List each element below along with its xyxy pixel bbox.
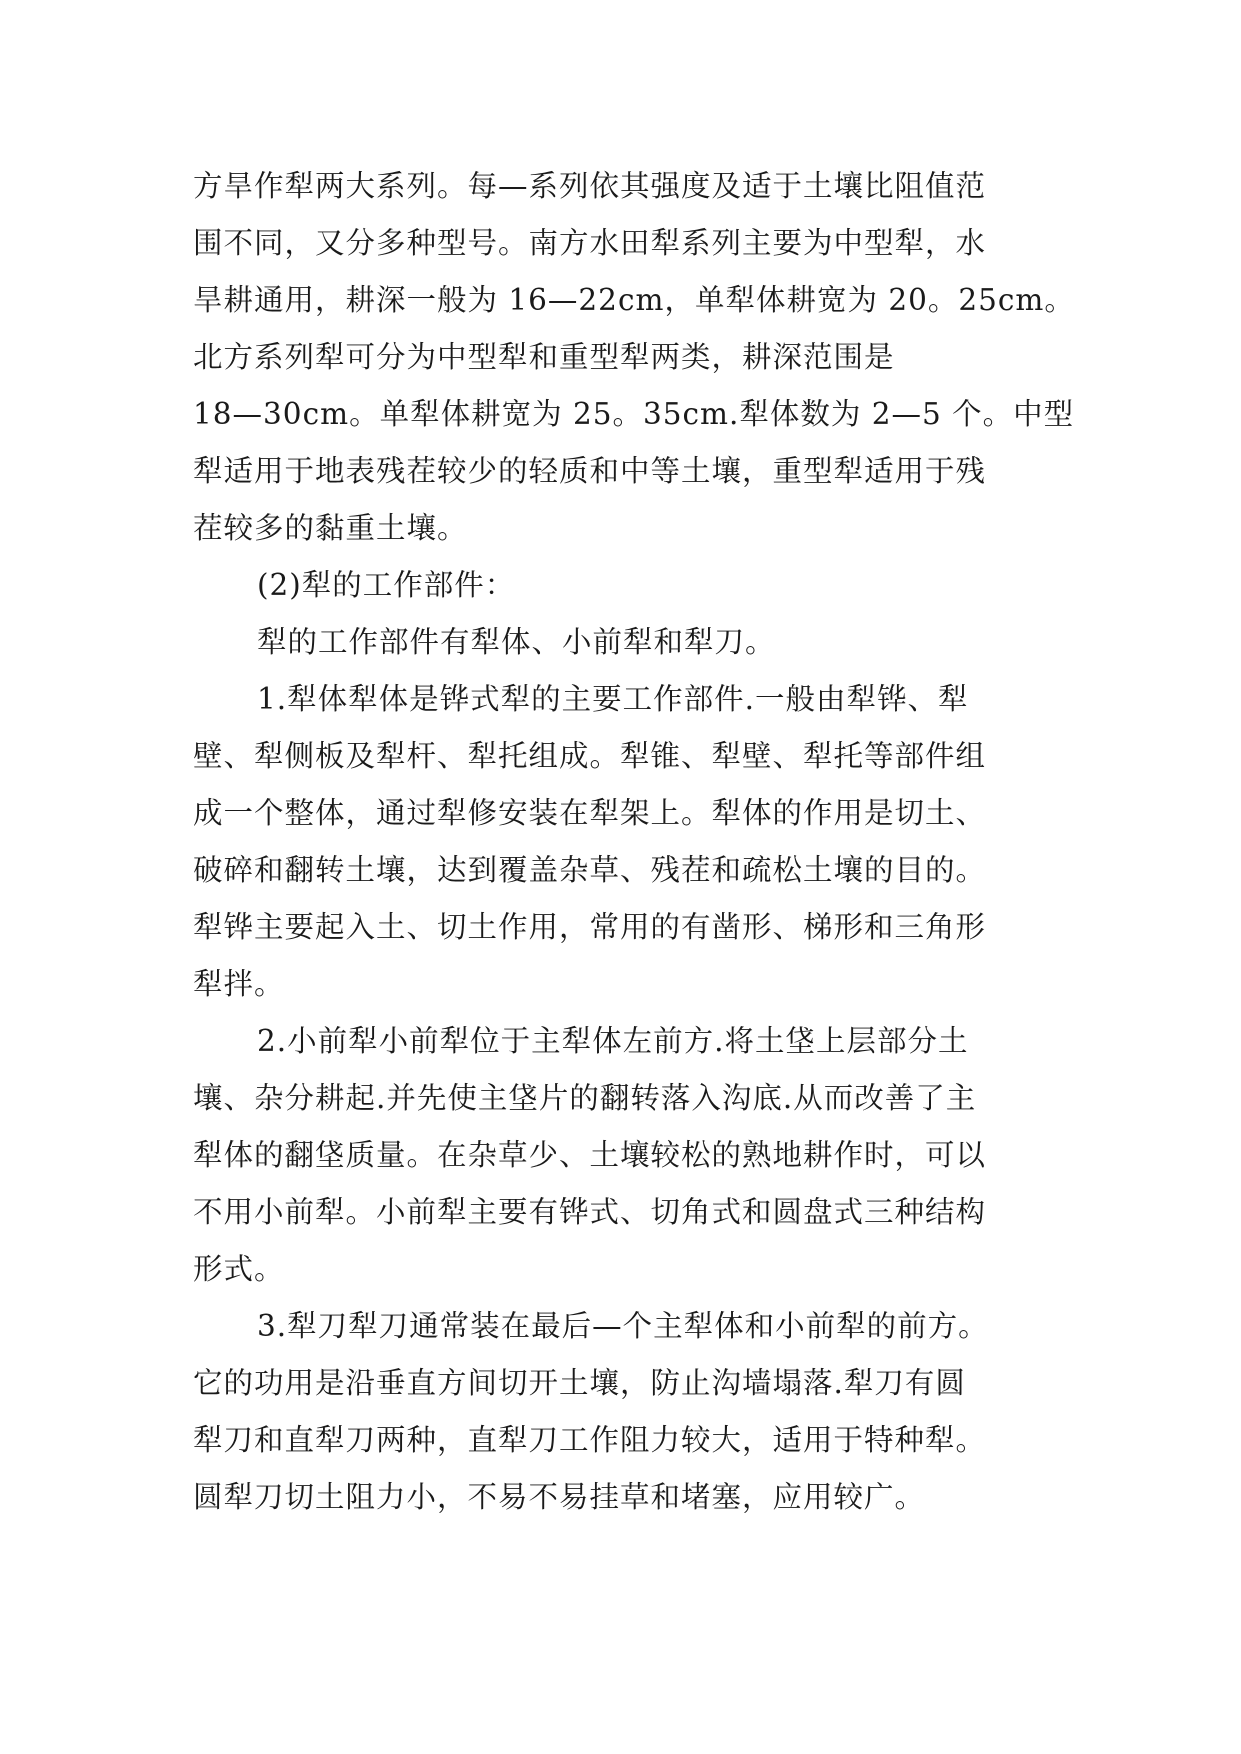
text-line: 3.犁刀犁刀通常装在最后—个主犁体和小前犁的前方。 <box>257 1309 989 1343</box>
text-line: 犁刀和直犁刀两种，直犁刀工作阻力较大，适用于特种犁。 <box>193 1423 987 1457</box>
text-line: 犁适用于地表残茬较少的轻质和中等土壤，重型犁适用于残 <box>193 454 987 488</box>
text-line: 成一个整体，通过犁修安装在犁架上。犁体的作用是切土、 <box>193 796 987 830</box>
text-line: 犁的工作部件有犁体、小前犁和犁刀。 <box>257 625 776 659</box>
text-line: 不用小前犁。小前犁主要有铧式、切角式和圆盘式三种结构 <box>193 1195 987 1229</box>
text-line: 茬较多的黏重土壤。 <box>193 511 468 545</box>
text-line: 犁体的翻垡质量。在杂草少、土壤较松的熟地耕作时，可以 <box>193 1138 987 1172</box>
text-line: 1.犁体犁体是铧式犁的主要工作部件.一般由犁铧、犁 <box>257 682 969 716</box>
text-line: 18—30cm。单犁体耕宽为 25。35cm.犁体数为 2—5 个。中型 <box>193 397 1075 431</box>
text-line: 破碎和翻转土壤，达到覆盖杂草、残茬和疏松土壤的目的。 <box>193 853 987 887</box>
section-heading: (2)犁的工作部件： <box>257 568 516 602</box>
text-line: 方旱作犁两大系列。每—系列依其强度及适于土壤比阻值范 <box>193 169 987 203</box>
text-line: 形式。 <box>193 1252 285 1286</box>
text-line: 北方系列犁可分为中型犁和重型犁两类，耕深范围是 <box>193 340 895 374</box>
text-line: 圆犁刀切土阻力小，不易不易挂草和堵塞，应用较广。 <box>193 1480 926 1514</box>
text-line: 它的功用是沿垂直方间切开土壤，防止沟墙塌落.犁刀有圆 <box>193 1366 966 1400</box>
text-line: 犁铧主要起入土、切土作用，常用的有凿形、梯形和三角形 <box>193 910 987 944</box>
text-line: 旱耕通用，耕深一般为 16—22cm，单犁体耕宽为 20。25cm。 <box>193 283 1075 317</box>
text-line: 围不同，又分多种型号。南方水田犁系列主要为中型犁，水 <box>193 226 987 260</box>
text-line: 犁拌。 <box>193 967 285 1001</box>
text-line: 壤、杂分耕起.并先使主垡片的翻转落入沟底.从而改善了主 <box>193 1081 977 1115</box>
document-body <box>193 158 1073 1526</box>
text-line: 2.小前犁小前犁位于主犁体左前方.将土垡上层部分土 <box>257 1024 969 1058</box>
text-line: 壁、犁侧板及犁杆、犁托组成。犁锥、犁壁、犁托等部件组 <box>193 739 987 773</box>
